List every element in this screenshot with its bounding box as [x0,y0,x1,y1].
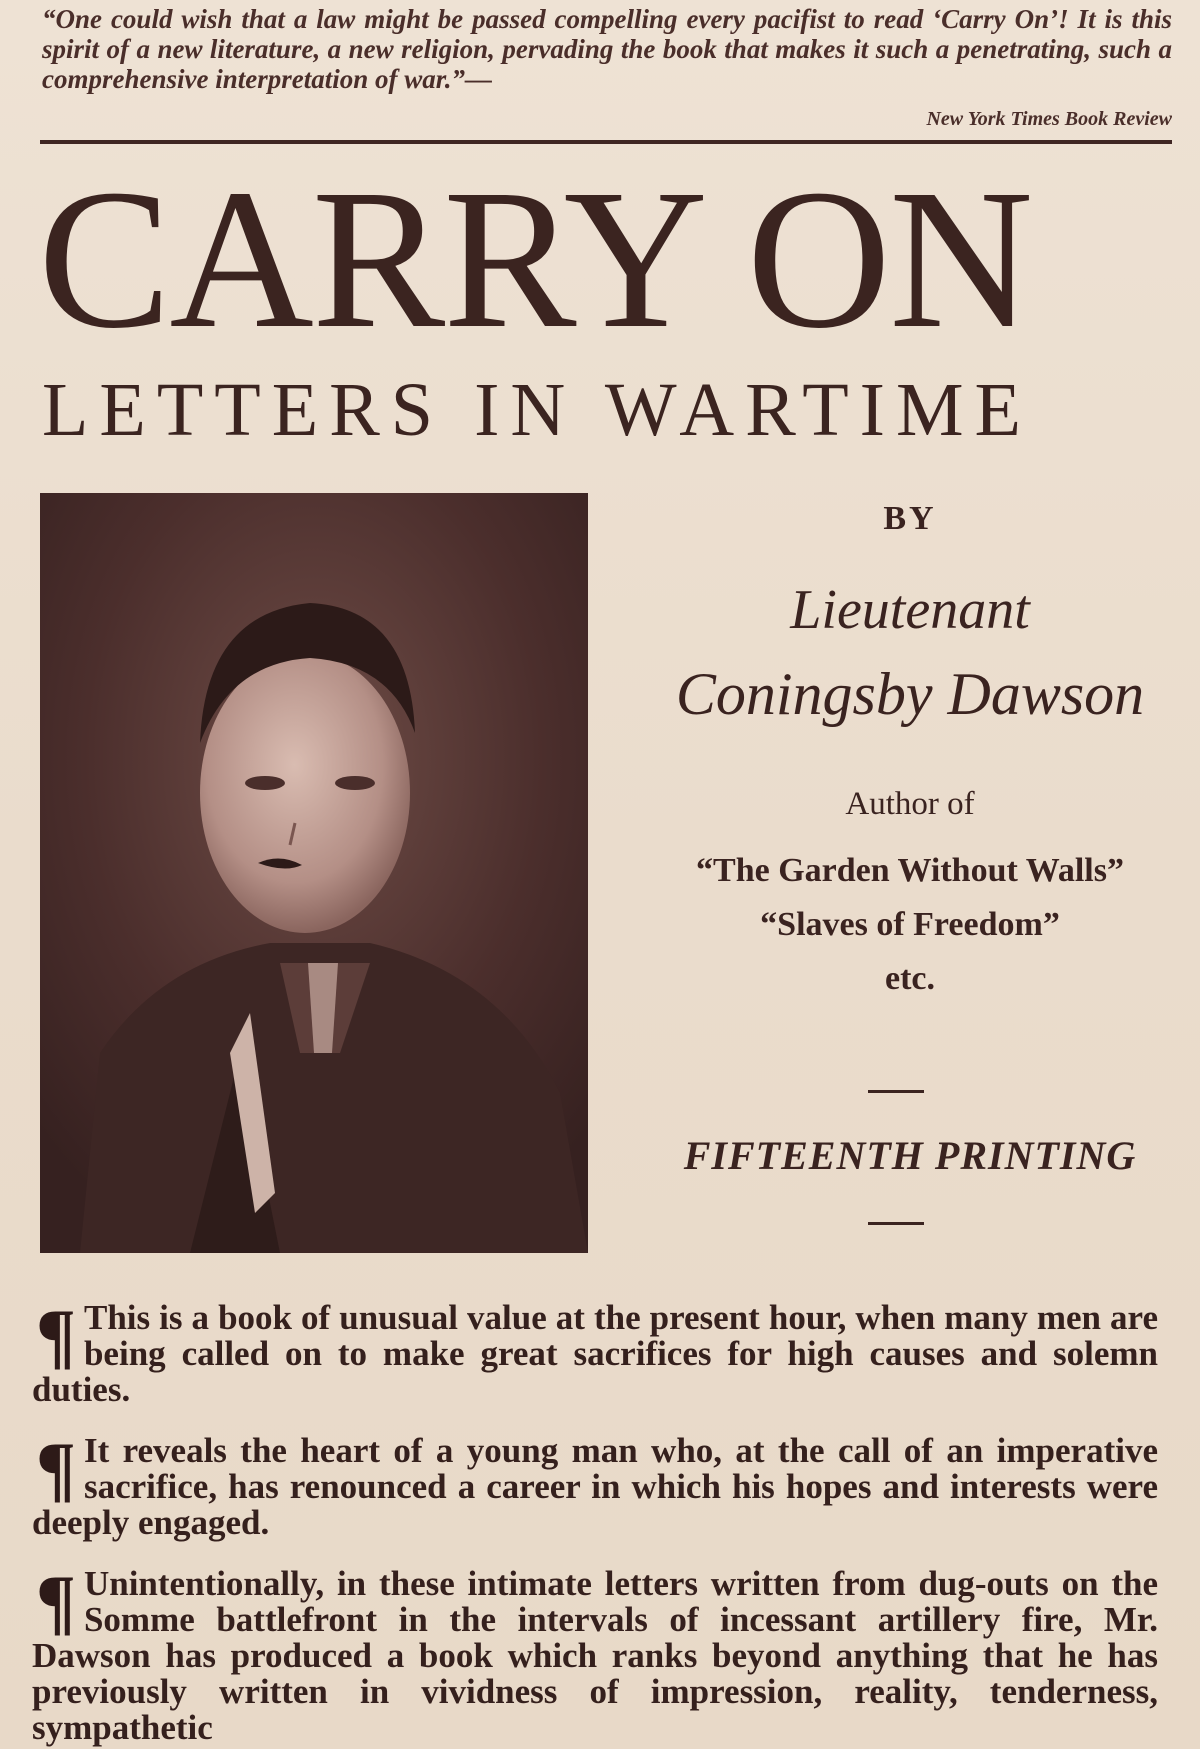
paragraph-mark-icon: ¶ [36,1561,76,1643]
divider-dash [868,1090,924,1093]
blurb-paragraph [32,1428,1158,1542]
previous-work: “The Garden Without Walls” [696,852,1124,889]
book-subtitle: LETTERS IN WARTIME [42,368,1032,452]
byline-by: BY [883,500,937,537]
paragraph-mark-icon: ¶ [36,1428,76,1510]
divider-dash [868,1222,924,1225]
author-portrait [40,493,588,1253]
review-quote: “One could wish that a law might be passed compelling every pacifist to read ‘Carry On’! It is this spirit of a new literature, a new religion, pervading the book that makes it such a penetrating, such a comprehensive interpretation of war.”— [42,4,1172,94]
author-of-label: Author of [845,786,975,822]
author-rank: Lieutenant [790,579,1030,641]
author-name: Coningsby Dawson [675,661,1145,727]
printing-edition: FIFTEENTH PRINTING [683,1133,1137,1178]
previous-work: “Slaves of Freedom” [760,906,1060,943]
paragraph-mark-icon: ¶ [36,1295,76,1377]
review-source: New York Times Book Review [926,108,1172,130]
blurb-text: This is a book of unusual value at the present hour, when many men are being called on to make great sacrifices for high causes and solemn duties. [32,1298,1158,1409]
blurb-paragraph [32,1295,1158,1409]
blurb-text: It reveals the heart of a young man who, at the call of an imperative sacrifice, has renounced a career in which his hopes and interests were deeply engaged. [32,1431,1158,1542]
book-title: CARRY ON [38,149,1032,370]
blurb-paragraph [32,1561,1158,1747]
works-etc: etc. [884,960,935,997]
blurb-text: Unintentionally, in these intimate letters written from dug-outs on the Somme battlefront in the intervals of incessant artillery fire, Mr. Dawson has produced a book which ranks beyond anything that he has previously written in vividness of impression, reality, tenderness, sympathetic [32,1564,1158,1747]
portrait-illustration [40,493,588,1253]
top-rule [40,140,1172,144]
